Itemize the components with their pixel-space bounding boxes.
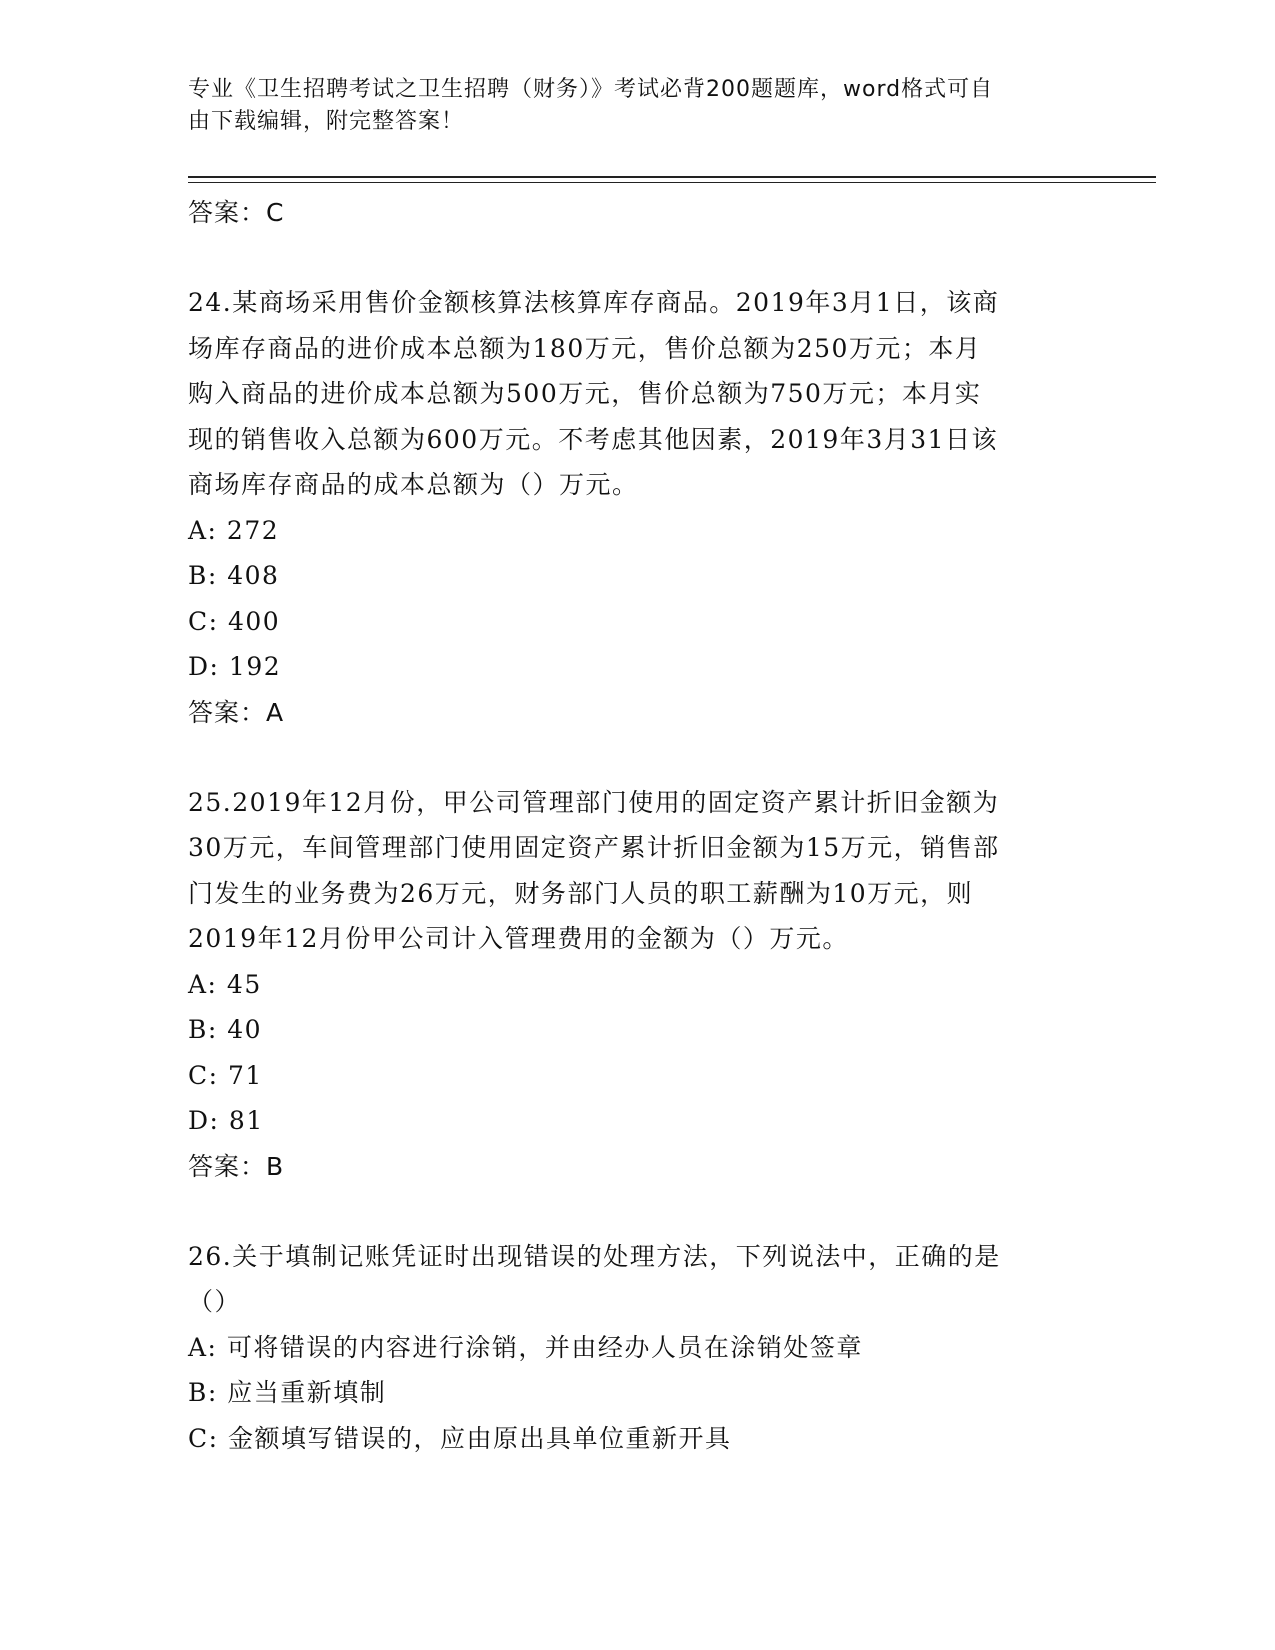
stem-line: 门发生的业务费为26万元，财务部门人员的职工薪酬为10万元，则 [188, 878, 974, 908]
option-c: C: 71 [188, 1060, 263, 1090]
stem-line: 30万元，车间管理部门使用固定资产累计折旧金额为15万元，销售部 [188, 833, 1000, 862]
question-list [188, 190, 1088, 1461]
question-stem [188, 1234, 1088, 1325]
header-line-2: 由下载编辑，附完整答案！ [188, 109, 465, 134]
option-b: B: 408 [188, 561, 280, 590]
spacer [188, 1190, 1088, 1234]
stem-line: 2019年12月份甲公司计入管理费用的金额为（）万元。 [188, 924, 849, 953]
spacer [188, 236, 1088, 280]
stem-line: 场库存商品的进价成本总额为180万元，售价总额为250万元；本月 [188, 333, 982, 363]
option-b: B: 40 [188, 1015, 263, 1044]
option-b: B: 应当重新填制 [188, 1378, 387, 1407]
stem-line: 24.某商场采用售价金额核算法核算库存商品。2019年3月1日，该商 [188, 288, 1000, 317]
question-26 [188, 1234, 1088, 1462]
header-divider-thin [188, 182, 1156, 183]
option-c: C: 金额填写错误的，应由原出具单位重新开具 [188, 1423, 732, 1453]
document-header [188, 74, 1068, 138]
header-line-1: 专业《卫生招聘考试之卫生招聘（财务）》考试必背200题题库，word格式可自 [188, 77, 994, 102]
stem-line: （） [188, 1287, 242, 1316]
option-a: A: 45 [188, 969, 262, 999]
answer-label: 答案：A [188, 697, 285, 727]
option-a: A: 可将错误的内容进行涂销，并由经办人员在涂销处签章 [188, 1332, 863, 1362]
stem-line: 商场库存商品的成本总额为（）万元。 [188, 470, 639, 499]
stem-line: 现的销售收入总额为600万元。不考虑其他因素，2019年3月31日该 [188, 424, 999, 454]
stem-line: 26.关于填制记账凭证时出现错误的处理方法，下列说法中，正确的是 [188, 1241, 1001, 1271]
answer-label: 答案：B [188, 1151, 285, 1181]
question-25 [188, 780, 1088, 1190]
option-d: D: 192 [188, 652, 282, 681]
question-24 [188, 280, 1088, 736]
option-a: A: 272 [188, 515, 280, 545]
previous-answer: 答案：C [188, 198, 285, 227]
stem-line: 购入商品的进价成本总额为500万元，售价总额为750万元；本月实 [188, 379, 982, 408]
stem-line: 25.2019年12月份，甲公司管理部门使用的固定资产累计折旧金额为 [188, 787, 1000, 817]
option-d: D: 81 [188, 1106, 264, 1135]
header-divider-thick [188, 176, 1156, 178]
option-c: C: 400 [188, 606, 281, 636]
spacer [188, 736, 1088, 780]
question-stem [188, 280, 1088, 508]
question-stem [188, 780, 1088, 962]
